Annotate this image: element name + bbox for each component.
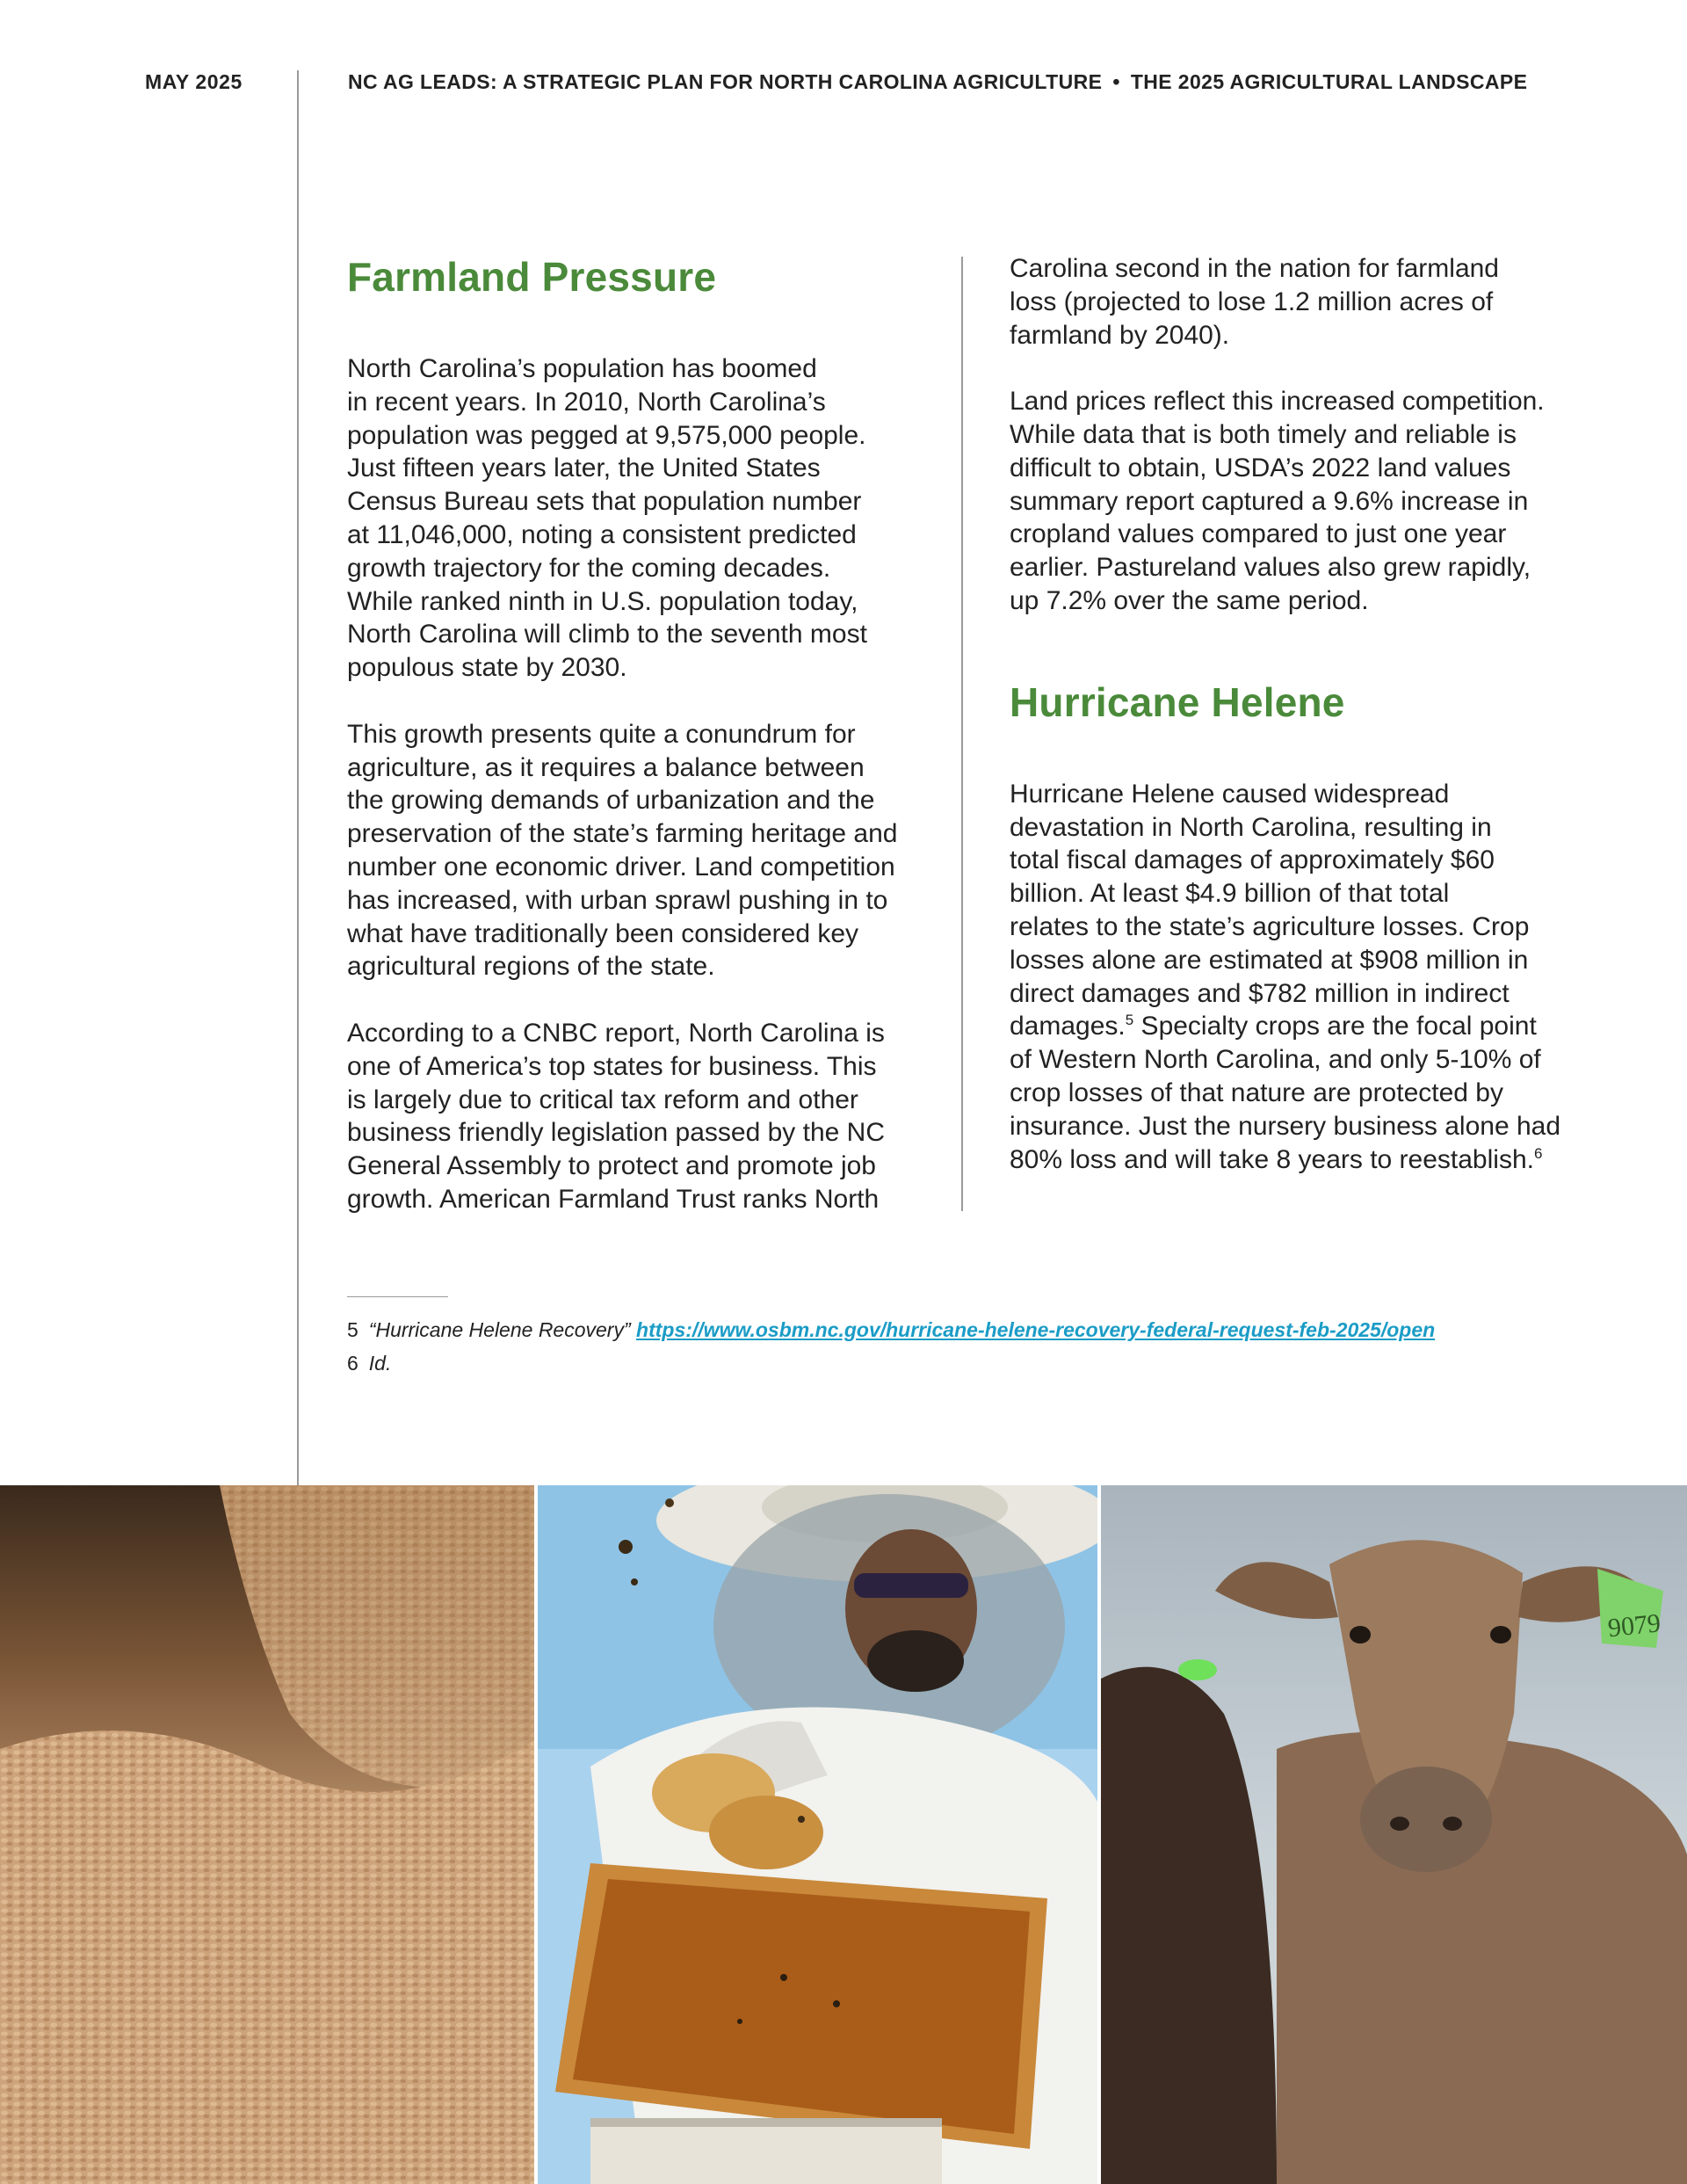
- column-divider: [961, 257, 963, 1211]
- footnote-5: [347, 1318, 1435, 1342]
- helene-text-part1: Hurricane Helene caused widespread devastation in North Carolina, resulting in total fiscal damages of approximately $60 billion. At least $4.9 billion of that total relates to the state’s agriculture losses. Crop losses alone are estimated at $908 million in direct damages and $782 million in indirect damages.: [1010, 779, 1530, 1041]
- photo-strip: [0, 1485, 1687, 2184]
- footnote-6: [347, 1352, 391, 1375]
- land-prices-paragraph: Land prices reflect this increased competition. While data that is both timely and reliable is difficult to obtain, USDA’s 2022 land values summary report captured a 9.6% increase in cropland values compared to just one year earlier. Pastureland values also grew rapidly, up 7.2% over the same period.: [1010, 387, 1545, 615]
- issue-date: MAY 2025: [145, 70, 243, 93]
- beekeeper-photo: [538, 1485, 1097, 2184]
- population-paragraph: North Carolina’s population has boomed in recent years. In 2010, North Carolina’s population was pegged at 9,575,000 people. Just fifteen years later, the United States Census Bureau sets that population number at 11,046,000, noting a consistent predicted growth trajectory for the coming decades. While ranked ninth in U.S. population today, North Carolina will climb to the seventh most populous state by 2030.: [347, 354, 867, 683]
- footnote-rule: [347, 1296, 448, 1297]
- footnote-5-link[interactable]: https://www.osbm.nc.gov/hurricane-helene-recovery-federal-request-feb-2025/open: [636, 1318, 1436, 1341]
- footnote-6-text: Id.: [368, 1352, 392, 1375]
- helene-text-part2: Specialty crops are the focal point of Western North Carolina, and only 5-10% of crop losses of that nature are protected by insurance. Just the nursery business alone had 80% loss and will take 8 years to reestablish.: [1010, 1012, 1561, 1174]
- grain-photo: [0, 1485, 534, 2184]
- ear-tag-number: 9079: [1606, 1608, 1662, 1643]
- footnote-ref-5[interactable]: 5: [1125, 1012, 1134, 1029]
- hurricane-helene-heading: Hurricane Helene: [1010, 678, 1345, 725]
- left-column: [347, 252, 927, 1216]
- running-header-separator: •: [1112, 70, 1120, 93]
- hurricane-helene-paragraph: [1010, 778, 1589, 1177]
- margin-rule: [297, 70, 299, 1485]
- business-paragraph: According to a CNBC report, North Carolina is one of America’s top states for business. This is largely due to critical tax reform and other business friendly legislation passed by the NC General Assembly to protect and promote job growth. American Farmland Trust ranks North: [347, 1018, 885, 1214]
- running-header-section-title: THE 2025 AGRICULTURAL LANDSCAPE: [1130, 70, 1528, 93]
- farmland-pressure-heading: Farmland Pressure: [347, 254, 717, 300]
- right-column: [1010, 252, 1589, 1176]
- cattle-photo: [1101, 1485, 1687, 2184]
- footnote-5-text: “Hurricane Helene Recovery”: [368, 1318, 631, 1341]
- footnote-6-number: 6: [347, 1352, 358, 1375]
- running-header-plan-title: NC AG LEADS: A STRATEGIC PLAN FOR NORTH CAROLINA AGRICULTURE: [348, 70, 1103, 93]
- footnote-5-number: 5: [347, 1318, 358, 1341]
- footnote-ref-6[interactable]: 6: [1533, 1144, 1543, 1162]
- farmland-loss-paragraph-continued: Carolina second in the nation for farmland loss (projected to lose 1.2 million acres of farmland by 2040).: [1010, 254, 1499, 350]
- running-header: [348, 70, 1527, 94]
- urbanization-paragraph: This growth presents quite a conundrum for agriculture, as it requires a balance between the growing demands of urbanization and the preservation of the state’s farming heritage and number one economic driver. Land competition has increased, with urban sprawl pushing in to what have traditionally been considered key agricultural regions of the state.: [347, 719, 898, 982]
